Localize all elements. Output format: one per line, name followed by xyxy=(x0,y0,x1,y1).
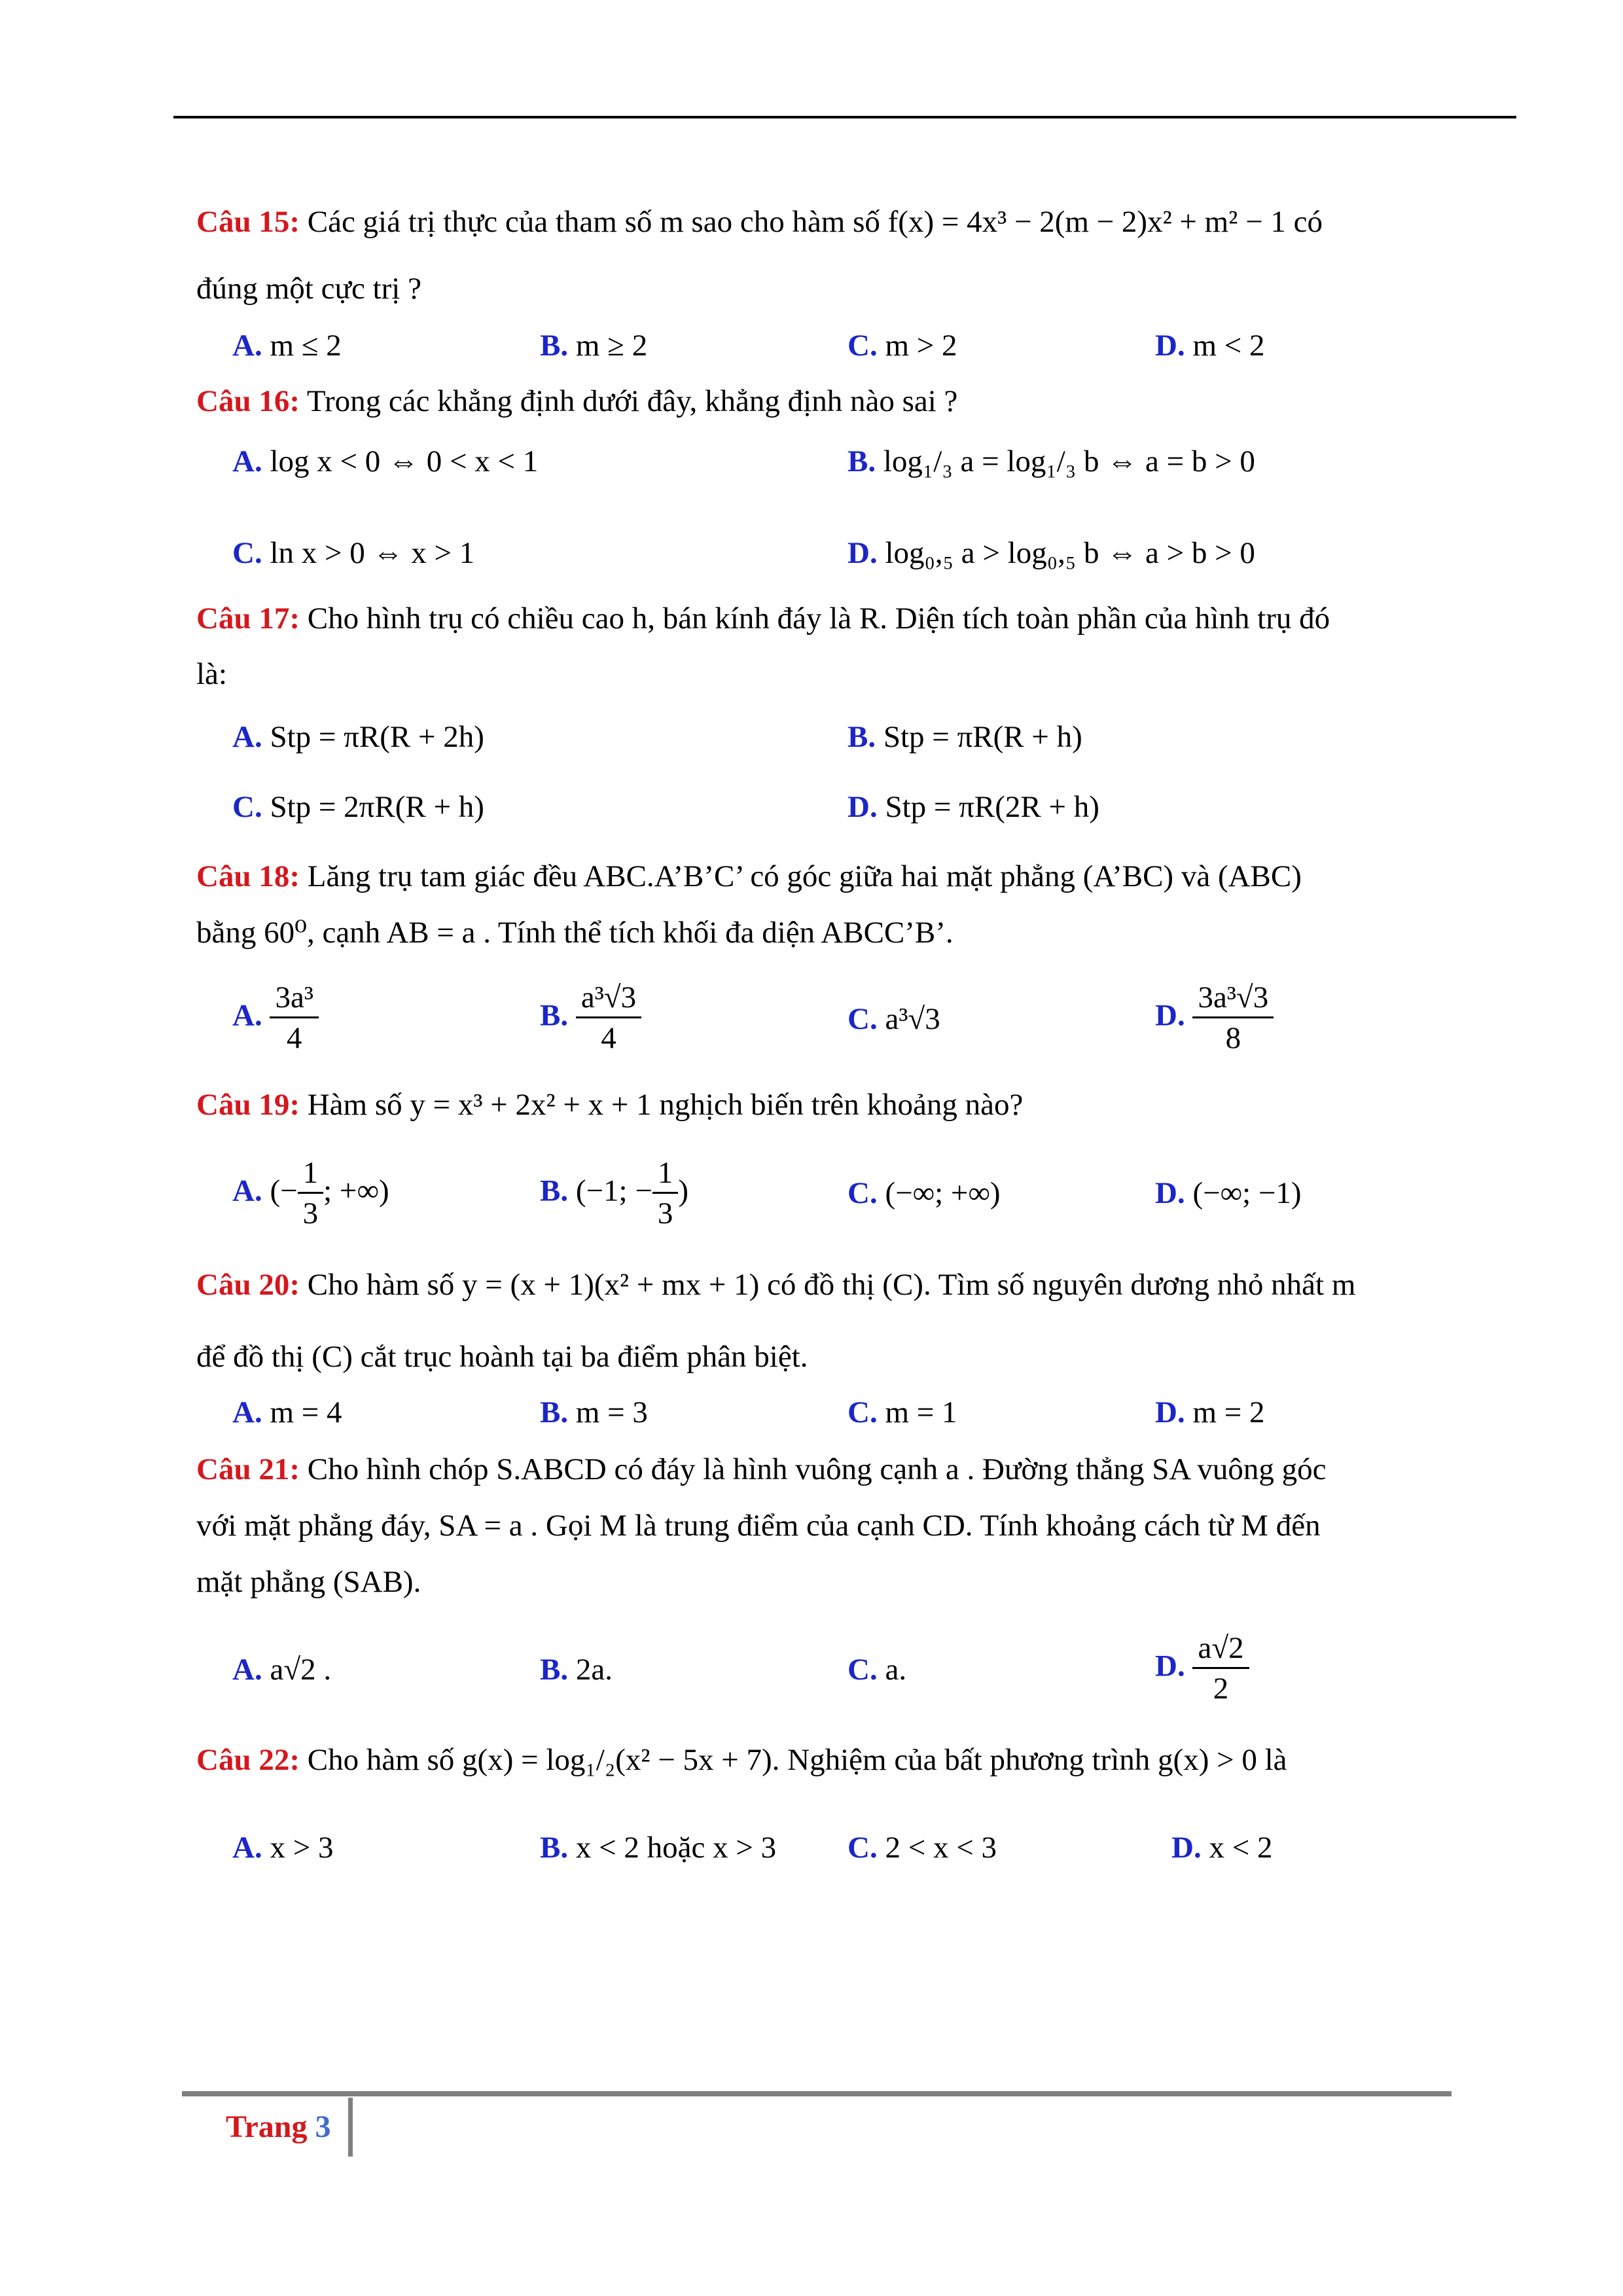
option-d: D. m < 2 xyxy=(1155,329,1265,363)
footer-divider xyxy=(348,2098,353,2157)
option-d: D. log₀,₅ a > log₀,₅ b ⇔ a > b > 0 xyxy=(847,536,1255,570)
option-a: A. (− $\frac{1}{3}$ ; +∞) xyxy=(232,1156,389,1231)
question-17: Câu 17: Cho hình trụ có chiều cao h, bán kính đáy là R. Diện tích toàn phần của hình trụ đó xyxy=(196,601,1330,636)
question-18-line2: bằng 60⁰, cạnh AB = a . Tính thể tích khối đa diện ABCC’B’. xyxy=(196,916,954,950)
question-16: Câu 16: Trong các khẳng định dưới đây, khẳng định nào sai ? xyxy=(196,384,958,418)
option-c: C. ln x > 0 ⇔ x > 1 xyxy=(232,536,475,570)
question-21: Câu 21: Cho hình chóp S.ABCD có đáy là hình vuông cạnh a . Đường thẳng SA vuông góc xyxy=(196,1452,1327,1486)
option-a: A. $\frac{\text{3a³}}{4}$ xyxy=(232,982,319,1055)
page-number: Trang 3 xyxy=(226,2109,331,2144)
option-c: C. a. xyxy=(847,1653,907,1687)
option-a: A. Stp = πR(R + 2h) xyxy=(232,720,484,754)
question-17-line2: là: xyxy=(196,657,227,691)
question-18: Câu 18: Lăng trụ tam giác đều ABC.A’B’C’ có góc giữa hai mặt phẳng (A’BC) và (ABC) xyxy=(196,859,1302,893)
option-b: B. Stp = πR(R + h) xyxy=(847,720,1082,754)
option-d: D. (−∞; −1) xyxy=(1155,1176,1302,1210)
question-text: Các giá trị thực của tham số m sao cho hàm số f(x) = 4x³ − 2(m − 2)x² + m² − 1 có xyxy=(307,205,1323,239)
question-20: Câu 20: Cho hàm số y = (x + 1)(x² + mx + 1) có đồ thị (C). Tìm số nguyên dương nhỏ nhất m xyxy=(196,1268,1356,1302)
option-b: B. 2a. xyxy=(540,1653,613,1687)
question-label: Câu 15: xyxy=(196,205,300,239)
footer-rule xyxy=(182,2091,1452,2096)
option-d: D. $\frac{a√2}{2}$ xyxy=(1155,1632,1249,1706)
question-19: Câu 19: Hàm số y = x³ + 2x² + x + 1 nghịch biến trên khoảng nào? xyxy=(196,1088,1024,1122)
option-d: D. Stp = πR(2R + h) xyxy=(847,790,1099,824)
header-rule xyxy=(173,116,1516,118)
option-a: A. m ≤ 2 xyxy=(232,329,342,363)
option-d: D. $\frac{\text{3a³√3}}{8}$ xyxy=(1155,982,1274,1055)
question-21-line3: mặt phẳng (SAB). xyxy=(196,1565,421,1599)
option-b: B. m = 3 xyxy=(540,1395,648,1429)
option-b: B. (−1; − $\frac{1}{3}$ ) xyxy=(540,1156,688,1231)
question-15 xyxy=(196,207,1323,238)
question-15-line2: đúng một cực trị ? xyxy=(196,272,421,306)
option-b: B. x < 2 hoặc x > 3 xyxy=(540,1831,777,1865)
option-a: A. log x < 0 ⇔ 0 < x < 1 xyxy=(232,444,539,478)
option-b: B. $\frac{\text{a³√3}}{4}$ xyxy=(540,982,641,1055)
question-20-line2: để đồ thị (C) cắt trục hoành tại ba điểm phân biệt. xyxy=(196,1340,808,1374)
option-d: D. x < 2 xyxy=(1171,1831,1273,1865)
option-b: B. log₁/₃ a = log₁/₃ b ⇔ a = b > 0 xyxy=(847,444,1255,478)
option-d: D. m = 2 xyxy=(1155,1395,1265,1429)
option-c: C. (−∞; +∞) xyxy=(847,1176,1001,1210)
option-c: C. m > 2 xyxy=(847,329,957,363)
option-c: C. a³√3 xyxy=(847,1002,940,1036)
option-a: A. m = 4 xyxy=(232,1395,342,1429)
option-c: C. 2 < x < 3 xyxy=(847,1831,997,1865)
option-b: B. m ≥ 2 xyxy=(540,329,648,363)
question-22: Câu 22: Cho hàm số g(x) = log₁/₂(x² − 5x + 7). Nghiệm của bất phương trình g(x) > 0 là xyxy=(196,1743,1287,1777)
option-a: A. a√2 . xyxy=(232,1653,332,1687)
option-c: C. Stp = 2πR(R + h) xyxy=(232,790,484,824)
question-21-line2: với mặt phẳng đáy, SA = a . Gọi M là trung điểm của cạnh CD. Tính khoảng cách từ M đến xyxy=(196,1509,1321,1543)
option-a: A. x > 3 xyxy=(232,1831,334,1865)
option-c: C. m = 1 xyxy=(847,1395,957,1429)
